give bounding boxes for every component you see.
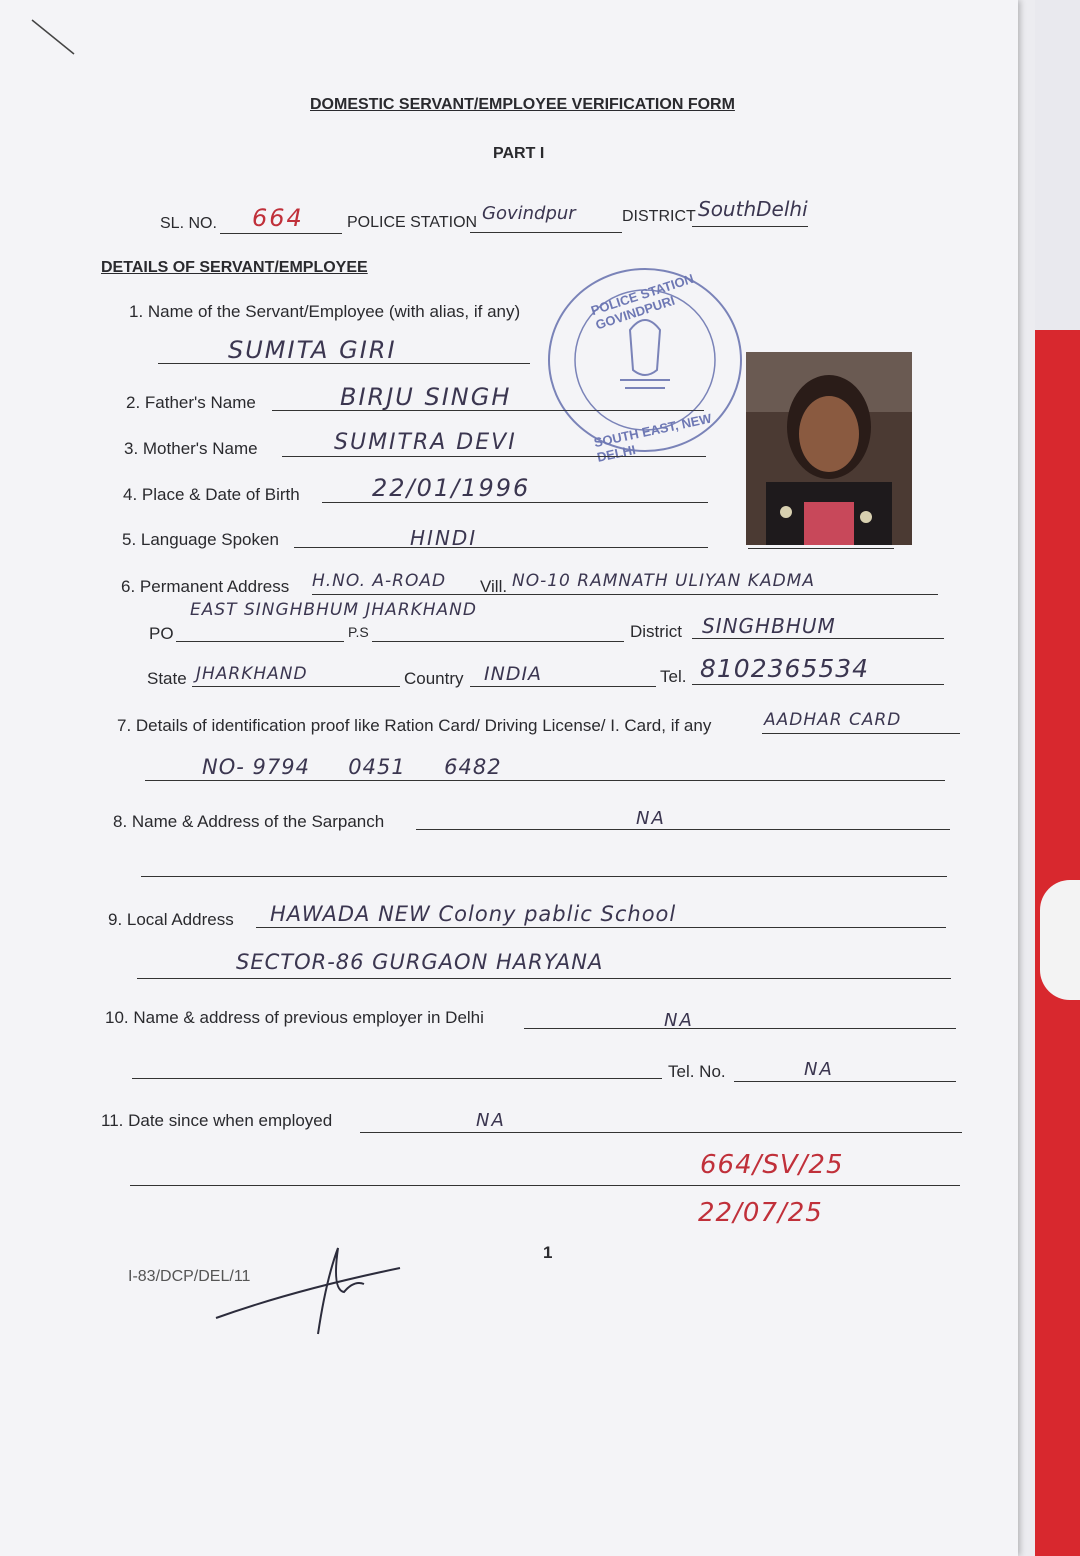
form-title: DOMESTIC SERVANT/EMPLOYEE VERIFICATION FORM bbox=[310, 96, 735, 113]
ps-label: P.S bbox=[348, 624, 369, 640]
sl-no-line bbox=[220, 233, 342, 234]
q3-value: SUMITRA DEVI bbox=[334, 430, 517, 455]
q11-label: 11. Date since when employed bbox=[101, 1111, 333, 1130]
q6-value-c: EAST SINGHBHUM JHARKHAND bbox=[190, 600, 477, 620]
q7-label: 7. Details of identification proof like Ration Card/ Driving License/ I. Card, if any bbox=[117, 716, 712, 735]
q10-line-2 bbox=[132, 1078, 662, 1079]
q4-value: 22/01/1996 bbox=[372, 474, 531, 502]
q11-value: NA bbox=[476, 1110, 506, 1131]
q6-line bbox=[312, 594, 938, 595]
stamp-bottom-text: SOUTH EAST, NEW DELHI bbox=[592, 410, 713, 465]
state-label: State bbox=[147, 669, 187, 688]
q6-label: 6. Permanent Address bbox=[121, 577, 290, 596]
sl-no-label: SL. NO. bbox=[160, 215, 217, 232]
q9-line bbox=[256, 927, 946, 928]
q8-label: 8. Name & Address of the Sarpanch bbox=[113, 812, 385, 831]
police-station-value: Govindpur bbox=[482, 203, 576, 224]
state-line bbox=[192, 686, 400, 687]
q10-label: 10. Name & address of previous employer in Delhi bbox=[105, 1008, 484, 1027]
q9-label: 9. Local Address bbox=[108, 910, 234, 929]
q6-vill-label: Vill. bbox=[480, 577, 508, 596]
q2-value: BIRJU SINGH bbox=[340, 383, 512, 411]
photo-signature-line bbox=[748, 548, 894, 549]
po-label: PO bbox=[149, 624, 174, 643]
officer-signature bbox=[214, 1240, 414, 1340]
police-station-label: POLICE STATION bbox=[347, 214, 478, 231]
police-station-line bbox=[470, 232, 622, 233]
q10-line bbox=[524, 1028, 956, 1029]
q4-label: 4. Place & Date of Birth bbox=[123, 485, 300, 504]
q10-tel-line bbox=[734, 1081, 956, 1082]
page-number: 1 bbox=[543, 1243, 553, 1262]
q8-line-2 bbox=[141, 876, 947, 877]
district-label: DISTRICT bbox=[622, 208, 696, 225]
q3-line bbox=[282, 456, 706, 457]
q8-line bbox=[416, 829, 950, 830]
q9-line-2 bbox=[137, 978, 951, 979]
q10-tel-value: NA bbox=[804, 1059, 834, 1080]
q9-value-a: HAWADA NEW Colony pablic School bbox=[270, 902, 677, 926]
q6-value-b: NO-10 RAMNATH ULIYAN KADMA bbox=[512, 571, 815, 591]
country-line bbox=[470, 686, 656, 687]
q7-line-b bbox=[145, 780, 945, 781]
stamp-top-text: POLICE STATION GOVINDPURI bbox=[589, 270, 696, 333]
q2-label: 2. Father's Name bbox=[126, 393, 256, 412]
q10-value: NA bbox=[664, 1010, 694, 1031]
sl-no-value: 664 bbox=[252, 204, 304, 232]
q1-value: SUMITA GIRI bbox=[228, 336, 397, 364]
q5-value: HINDI bbox=[410, 526, 478, 550]
q7-line-a bbox=[762, 733, 960, 734]
district2-value: SINGHBHUM bbox=[702, 614, 836, 638]
ps-line bbox=[372, 641, 624, 642]
section-heading: DETAILS OF SERVANT/EMPLOYEE bbox=[101, 259, 368, 276]
q9-value-b: SECTOR-86 GURGAON HARYANA bbox=[236, 950, 604, 974]
q11-line bbox=[360, 1132, 962, 1133]
district2-line bbox=[692, 638, 944, 639]
form-part: PART I bbox=[493, 145, 545, 162]
tel-value: 8102365534 bbox=[700, 654, 870, 683]
footer-code: I-83/DCP/DEL/11 bbox=[128, 1268, 251, 1285]
q5-label: 5. Language Spoken bbox=[122, 530, 279, 549]
q6-value-a: H.NO. A-ROAD bbox=[312, 571, 447, 591]
tel-line bbox=[692, 684, 944, 685]
red-note-ref: 664/SV/25 bbox=[700, 1150, 844, 1180]
q3-label: 3. Mother's Name bbox=[124, 439, 258, 458]
district-value: SouthDelhi bbox=[698, 197, 808, 221]
employee-photo bbox=[746, 352, 912, 545]
red-note-date: 22/07/25 bbox=[698, 1198, 823, 1228]
po-line bbox=[176, 641, 344, 642]
q10-tel-label: Tel. No. bbox=[668, 1062, 726, 1081]
district2-label: District bbox=[630, 622, 682, 641]
q11-line-2 bbox=[130, 1185, 960, 1186]
country-value: INDIA bbox=[484, 663, 543, 685]
employee-photo-graphic bbox=[746, 352, 912, 545]
q8-value: NA bbox=[636, 808, 666, 829]
q5-line bbox=[294, 547, 708, 548]
background-sticker bbox=[1040, 880, 1080, 1000]
corner-pen-mark bbox=[30, 18, 80, 58]
q7-value-a: AADHAR CARD bbox=[764, 710, 902, 730]
country-label: Country bbox=[404, 669, 464, 688]
state-value: JHARKHAND bbox=[196, 664, 308, 684]
police-stamp bbox=[548, 268, 742, 465]
q1-label: 1. Name of the Servant/Employee (with alias, if any) bbox=[129, 302, 521, 321]
q7-value-b: NO- 9794 0451 6482 bbox=[202, 755, 502, 779]
district-line bbox=[692, 226, 808, 227]
tel-label: Tel. bbox=[660, 667, 687, 686]
q4-line bbox=[322, 502, 708, 503]
